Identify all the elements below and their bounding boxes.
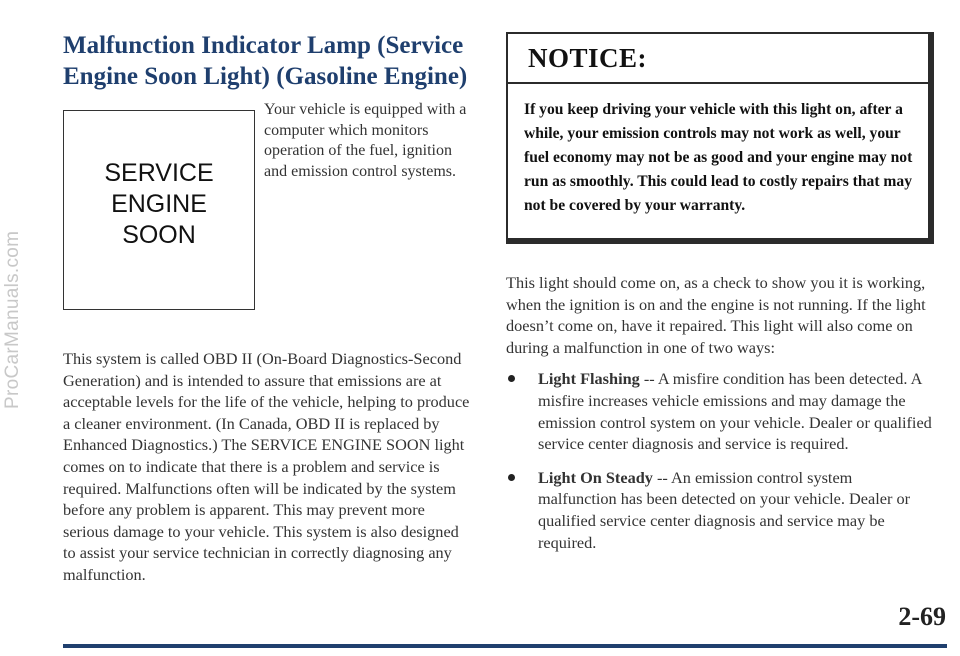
watermark-text: ProCarManuals.com <box>2 230 23 410</box>
list-item <box>506 368 934 454</box>
service-engine-soon-lamp-illustration <box>63 110 255 310</box>
bullet-description: -- An emission control system malfunction has been detected on your vehicle. Dealer or qualified service center diagnosis and service may be required. <box>538 467 911 552</box>
bullet-term: Light On Steady <box>538 467 653 487</box>
heading-line-1: Malfunction Indicator Lamp (Service <box>63 32 464 59</box>
lamp-label-line-2: ENGINE <box>111 189 207 218</box>
lamp-label-line-1: SERVICE <box>104 158 214 187</box>
notice-box <box>506 32 934 244</box>
bullet-text <box>538 368 934 454</box>
notice-title: NOTICE: <box>528 42 648 73</box>
notice-body: If you keep driving your vehicle with this light on, after a while, your emission controls may not work as well, your fuel economy may not be as good and your engine may not run as smoothly. This could lead to costly repairs that may not be covered by your warranty. <box>524 101 913 214</box>
footer-rule <box>63 644 947 648</box>
lamp-label-line-3: SOON <box>122 220 196 249</box>
lamp-label <box>104 158 213 251</box>
left-column <box>63 30 475 586</box>
intro-paragraph: Your vehicle is equipped with a computer which monitors operation of the fuel, ignition and emission control systems. <box>264 101 467 180</box>
notice-frame <box>506 32 934 244</box>
bullet-term: Light Flashing <box>538 369 640 389</box>
right-column <box>506 32 934 565</box>
bullet-dot-icon <box>508 474 515 481</box>
lamp-row <box>63 101 475 310</box>
heading-line-2: Engine Soon Light) (Gasoline Engine) <box>63 63 468 90</box>
obd-paragraph: This system is called OBD II (On-Board Diagnostics-Second Generation) and is intended to assure that emissions are at acceptable levels for the life of the vehicle, helping to produce a cleaner environment. (In Canada, OBD II is replaced by Enhanced Diagnostics.) The SERVICE ENGINE SOON light comes on to indicate that there is a problem and service is required. Malfunctions often will be indicated by the system before any problem is apparent. This may prevent more serious damage to your vehicle. This system is also designed to assist your service technician in correctly diagnosing any malfunction. <box>63 349 470 584</box>
bullet-dot-icon <box>508 375 515 382</box>
section-heading <box>63 30 475 92</box>
notice-header <box>508 34 932 84</box>
bullet-description: -- A misfire condition has been detected. A misfire increases vehicle emissions and may damage the emission control system on your vehicle. Dealer or qualified service center diagnosis and service is required. <box>538 369 932 454</box>
list-item <box>506 467 934 553</box>
page-number: 2-69 <box>898 602 946 631</box>
check-paragraph: This light should come on, as a check to show you it is working, when the ignition is on and the engine is not running. If the light doesn’t come on, have it repaired. This light will also come on during a malfunction in one of two ways: <box>506 273 926 357</box>
bullet-text <box>538 467 934 553</box>
bullet-list <box>506 368 934 553</box>
